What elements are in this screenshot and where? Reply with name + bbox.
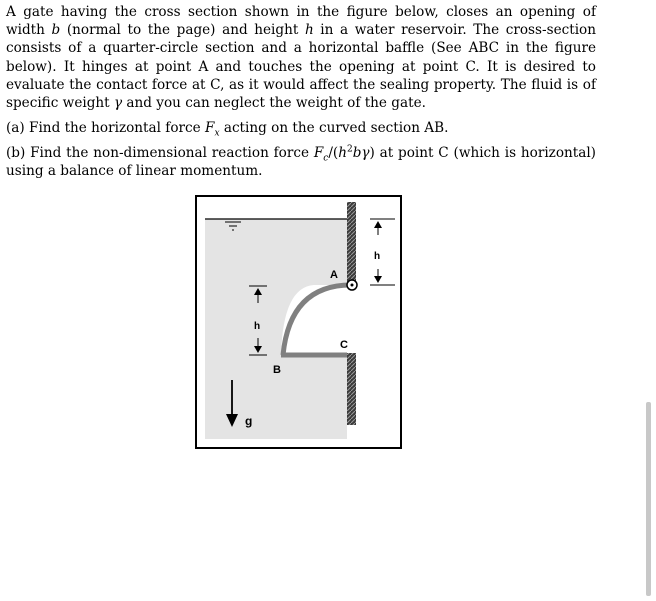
var-b: b: [51, 22, 61, 39]
upper-wall: [347, 202, 356, 285]
part-a-question: (a) Find the horizontal force $F_x$ acting on the curved section AB.: [6, 120, 449, 139]
part-b-question: (b) Find the non-dimensional reaction force $F_c/(h^2b\gamma)$ at point C (which is horizontal) using a balance of linear momentum.: [6, 144, 596, 180]
lower-wall: [347, 353, 356, 425]
var-gamma: γ: [113, 95, 123, 112]
problem-intro: A gate having the cross section shown in the figure below, closes an opening of width b (normal to the page) and height h in a water reservoir. The cross-section consists of a quarter-circle section and a horizontal baffle (See ABC in the figure below). It hinges at point A and touches the opening at point C. It is desired to evaluate the contact force at C, as it would affect the sealing property. The fluid is of specific weight γ and you can neglect the weight of the gate.: [6, 4, 596, 112]
label-c: C: [340, 339, 348, 351]
label-h-top: h: [374, 251, 381, 262]
label-a: A: [330, 269, 338, 281]
gate-figure: [195, 195, 402, 449]
var-h: h: [304, 22, 314, 39]
label-b: B: [273, 364, 281, 376]
label-g: g: [245, 414, 253, 428]
label-h-mid: h: [254, 321, 261, 332]
scrollbar[interactable]: [646, 402, 651, 596]
